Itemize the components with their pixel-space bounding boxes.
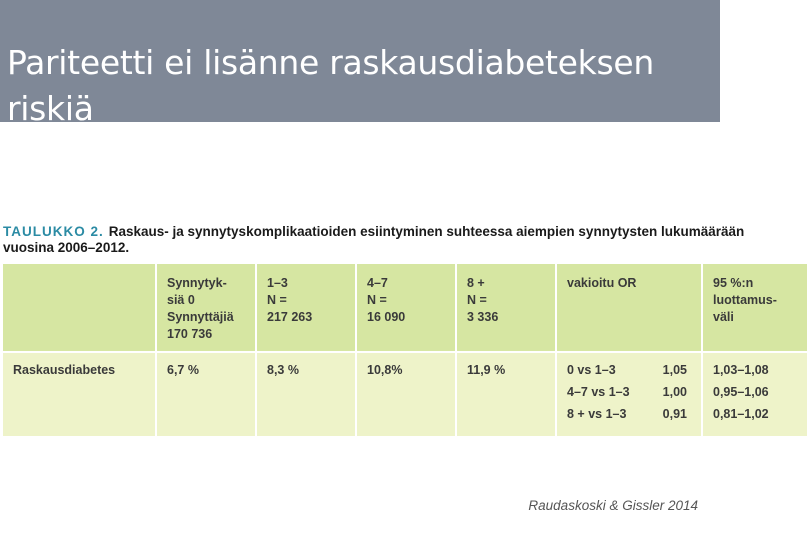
table-row <box>3 352 808 436</box>
row-label: Raskausdiabetes <box>3 352 156 436</box>
cell-parity-1-3: 8,3 % <box>256 352 356 436</box>
slide-title: Pariteetti ei lisänne raskausdiabeteksen riskiä <box>7 43 654 128</box>
caption-line-2: vuosina 2006–2012. <box>3 240 130 255</box>
table-caption <box>3 224 745 264</box>
cell-parity-0: 6,7 % <box>156 352 256 436</box>
header-parity-8-plus: 8 + N = 3 336 <box>456 264 556 352</box>
title-bar <box>0 0 720 128</box>
data-table-container <box>3 264 777 436</box>
caption-line-1 <box>3 224 745 240</box>
cell-parity-8-plus: 11,9 % <box>456 352 556 436</box>
header-cell-empty <box>3 264 156 352</box>
cell-adjusted-or <box>556 352 702 436</box>
data-table <box>3 264 809 436</box>
ci-line: 0,81–1,02 <box>713 407 769 421</box>
or-line: 8 + vs 1–3 0,91 <box>567 407 687 421</box>
ci-line: 1,03–1,08 <box>713 363 769 377</box>
or-line: 0 vs 1–3 1,05 <box>567 363 687 377</box>
header-parity-1-3: 1–3 N = 217 263 <box>256 264 356 352</box>
cell-parity-4-7: 10,8% <box>356 352 456 436</box>
header-parity-0: Synnytyk- siä 0 Synnyttäjiä 170 736 <box>156 264 256 352</box>
citation: Raudaskoski & Gissler 2014 <box>528 498 698 513</box>
or-line: 4–7 vs 1–3 1,00 <box>567 385 687 399</box>
header-confidence-interval: 95 %:n luottamus- väli <box>702 264 808 352</box>
table-label: TAULUKKO 2. <box>3 224 104 239</box>
caption-text: Raskaus- ja synnytyskomplikaatioiden esiintyminen suhteessa aiempien synnytysten lukumäärään <box>108 224 745 239</box>
header-row <box>3 264 808 352</box>
header-adjusted-or: vakioitu OR <box>556 264 702 352</box>
ci-line: 0,95–1,06 <box>713 385 769 399</box>
header-parity-4-7: 4–7 N = 16 090 <box>356 264 456 352</box>
cell-confidence-interval <box>702 352 808 436</box>
